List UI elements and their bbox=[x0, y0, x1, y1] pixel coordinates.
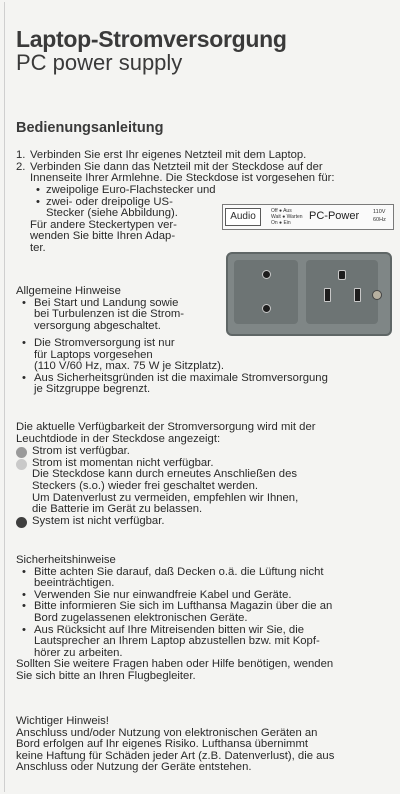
safety-note-3: • Bitte informieren Sie sich im Lufthansa Magazin über die an Bord zugelassenen elektronischen Geräte. bbox=[16, 601, 386, 624]
general-note-1: • Bei Start und Landung sowie bei Turbulenzen ist die Strom- versorgung abgeschaltet. bbox=[16, 298, 226, 333]
pin-slot-icon bbox=[324, 288, 331, 302]
general-note-2: • Die Stromversorgung ist nur für Laptops vorgesehen (110 V/60 Hz, max. 75 W je Sitzplatz). bbox=[16, 338, 386, 373]
plug-type-us: • zwei- oder dreipolige US- bbox=[30, 197, 226, 209]
safety-heading: Sicherheitshinweise bbox=[16, 554, 116, 566]
important-notice: Wichtiger Hinweis! Anschluss und/oder Nutzung von elektronischen Geräten an Bord erfolgen auf Ihr eigenes Risiko. Lufthansa übernimmt keine Haftung für Schäden jeder Art (z.B. Datenverlust), die aus Anschluss oder Nutzung der Geräte entstehen. bbox=[16, 716, 386, 774]
unavailable-details: Die Steckdose kann durch erneutes Anschließen des Steckers (s.o.) wieder frei geschaltet werden. Um Datenverlust zu vermeiden, empfehlen wir Ihnen, die Batterie im Gerät zu belassen. bbox=[32, 468, 299, 516]
general-notes-cont bbox=[16, 338, 386, 396]
general-notes bbox=[16, 286, 226, 332]
socket-outlet bbox=[306, 260, 378, 324]
safety-note-2: • Verwenden Sie nur einwandfreie Kabel und Geräte. bbox=[16, 590, 386, 602]
availability-section bbox=[16, 422, 386, 527]
led-indicator-icon bbox=[262, 270, 271, 279]
led-indicator-icon bbox=[262, 304, 271, 313]
title-english: PC power supply bbox=[16, 50, 183, 75]
plug-type-euro: • zweipolige Euro-Flachstecker und bbox=[30, 185, 226, 197]
important-heading: Wichtiger Hinweis! bbox=[16, 715, 109, 727]
safety-closing: Sollten Sie weitere Fragen haben oder Hilfe benötigen, wenden Sie sich bitte an Ihren Flugbegleiter. bbox=[16, 658, 334, 682]
general-notes-heading: Allgemeine Hinweise bbox=[16, 285, 121, 297]
availability-intro: Die aktuelle Verfügbarkeit der Stromversorgung wird mit der Leuchtdiode in der Steckdose angezeigt: bbox=[16, 421, 316, 445]
title-german: Laptop-Stromversorgung bbox=[16, 26, 287, 52]
socket-led-panel bbox=[234, 260, 298, 324]
audio-label: Audio bbox=[225, 208, 261, 226]
pc-power-label: PC-Power bbox=[309, 210, 360, 222]
step-2: 2. Verbinden Sie dann das Netzteil mit der Steckdose auf der Innenseite Ihrer Armlehne. Die Steckdose ist vorgesehen für: bbox=[16, 160, 335, 185]
steps-list bbox=[16, 150, 386, 185]
safety-note-1: • Bitte achten Sie darauf, daß Decken o.ä. die Lüftung nicht beeinträchtigen. bbox=[16, 567, 386, 590]
card-edge bbox=[4, 2, 5, 792]
green-led-icon bbox=[16, 447, 27, 458]
power-socket bbox=[226, 252, 392, 336]
step-1: 1. Verbinden Sie erst Ihr eigenes Netzteil mit dem Laptop. bbox=[16, 149, 307, 161]
section-heading: Bedienungsanleitung bbox=[16, 120, 164, 136]
pin-slot-icon bbox=[354, 288, 361, 302]
adapter-note: Für andere Steckertypen ver- wenden Sie bitte Ihren Adap- ter. bbox=[30, 218, 177, 254]
ground-pin-icon bbox=[338, 270, 346, 280]
status-system-down: System ist nicht verfügbar. bbox=[16, 516, 386, 528]
yellow-led-icon bbox=[16, 459, 27, 470]
voltage-label: 110V 60Hz bbox=[373, 209, 386, 223]
red-led-icon bbox=[16, 517, 27, 528]
general-note-3: • Aus Sicherheitsgründen ist die maximale Stromversorgung je Sitzgruppe begrenzt. bbox=[16, 373, 386, 396]
screw-icon bbox=[372, 290, 382, 300]
status-available: Strom ist verfügbar. bbox=[16, 446, 386, 458]
control-panel bbox=[222, 204, 394, 230]
plug-types-list: • zweipolige Euro-Flachstecker und • zwei- oder dreipolige US- Stecker (siehe Abbildung). Für andere Steckertypen ver- wenden Sie bitte Ihren Adap- ter. bbox=[16, 185, 226, 255]
safety-note-4: • Aus Rücksicht auf Ihre Mitreisenden bitten wir Sie, die Lautsprecher an Ihrem Laptop abzustellen bzw. mit Kopf- hörer zu arbeiten. bbox=[16, 625, 386, 660]
led-legend: Off ● Aus Wait ● Warten On ● Ein bbox=[271, 208, 303, 226]
safety-section bbox=[16, 555, 386, 683]
status-unavailable: Strom ist momentan nicht verfügbar. bbox=[16, 458, 386, 470]
